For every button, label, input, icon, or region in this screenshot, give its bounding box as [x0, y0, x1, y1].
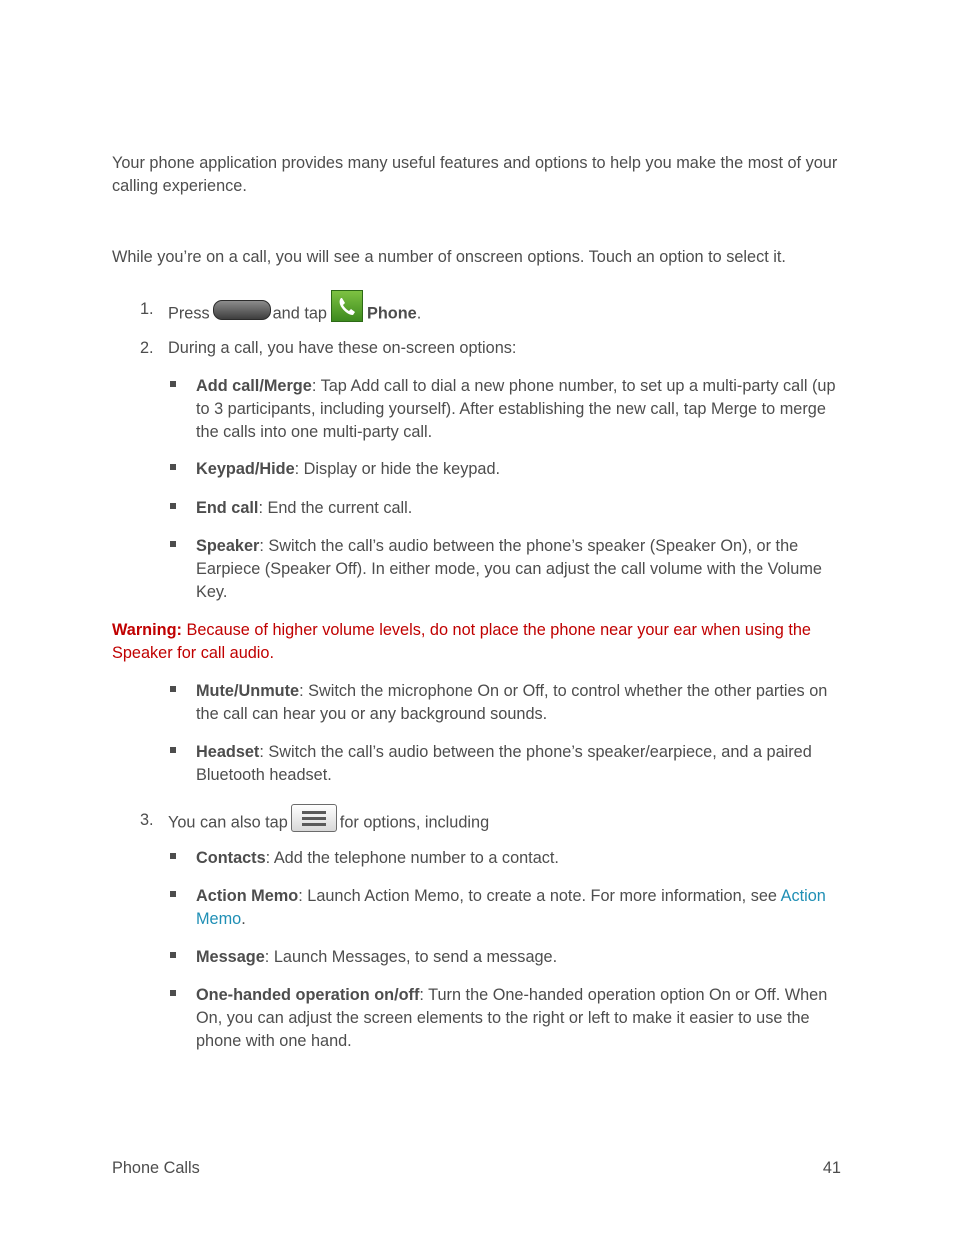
- option-contacts: Contacts: Add the telephone number to a contact.: [196, 849, 559, 867]
- option-action-memo: Action Memo: Launch Action Memo, to create a note. For more information, see Action Memo.: [196, 887, 826, 928]
- step-1-text: Press and tap Phone.: [168, 298, 421, 330]
- phone-app-icon: [331, 290, 363, 322]
- option-one-handed: One-handed operation on/off: Turn the One-handed operation option On or Off. When On, you can adjust the screen elements to the right or left to make it easier to use the phone with one hand.: [196, 986, 828, 1050]
- intro-paragraph: Your phone application provides many useful features and options to help you make the most of your calling experience.: [112, 154, 838, 195]
- bullet-marker: [170, 990, 176, 996]
- bullet-marker: [170, 747, 176, 753]
- bullet-marker: [170, 503, 176, 509]
- footer-page-number: 41: [822, 1159, 841, 1177]
- step-3-number: 3.: [140, 811, 154, 829]
- step-1-number: 1.: [140, 300, 154, 318]
- option-message: Message: Launch Messages, to send a message.: [196, 948, 558, 966]
- bullet-marker: [170, 952, 176, 958]
- option-end-call: End call: End the current call.: [196, 499, 413, 517]
- bullet-marker: [170, 686, 176, 692]
- bullet-marker: [170, 381, 176, 387]
- option-keypad: Keypad/Hide: Display or hide the keypad.: [196, 460, 501, 478]
- onscreen-options-intro: While you’re on a call, you will see a number of onscreen options. Touch an option to select it.: [112, 248, 786, 266]
- step-2-number: 2.: [140, 339, 154, 357]
- option-add-call: Add call/Merge: Tap Add call to dial a new phone number, to set up a multi-party call (up to 3 participants, including yourself). After establishing the new call, tap Merge to merge the calls into one multi-party call.: [196, 377, 836, 441]
- action-memo-link[interactable]: Action Memo: [196, 887, 826, 928]
- phone-app-label: Phone: [366, 304, 417, 323]
- speaker-warning: Warning: Because of higher volume levels, do not place the phone near your ear when using the Speaker for call audio.: [112, 621, 811, 662]
- option-headset: Headset: Switch the call’s audio between the phone’s speaker/earpiece, and a paired Bluetooth headset.: [196, 743, 812, 784]
- bullet-marker: [170, 541, 176, 547]
- bullet-marker: [170, 853, 176, 859]
- menu-key-icon: [291, 804, 337, 832]
- step-3-text: You can also tap for options, including: [168, 809, 489, 837]
- bullet-marker: [170, 464, 176, 470]
- bullet-marker: [170, 891, 176, 897]
- step-2-text: During a call, you have these on-screen options:: [168, 339, 517, 357]
- footer-section-title: Phone Calls: [112, 1159, 200, 1177]
- home-key-icon: [213, 300, 271, 320]
- option-speaker: Speaker: Switch the call’s audio between the phone’s speaker (Speaker On), or the Earpiece (Speaker Off). In either mode, you can adjust the call volume with the Volume Key.: [196, 537, 822, 601]
- option-mute: Mute/Unmute: Switch the microphone On or Off, to control whether the other parties on the call can hear you or any background sounds.: [196, 682, 828, 723]
